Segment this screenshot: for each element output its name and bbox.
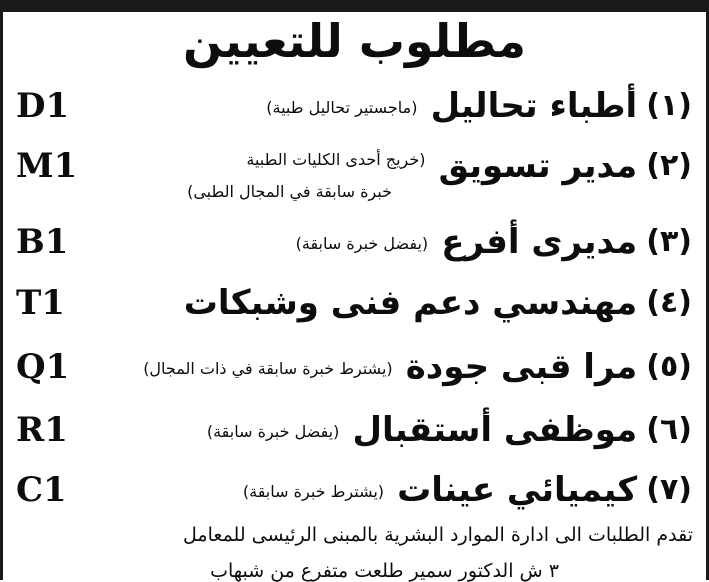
top-border <box>0 0 709 12</box>
job-content <box>243 470 692 510</box>
job-row <box>16 410 692 466</box>
job-note-second-line: خبرة سابقة في المجال الطبى) <box>187 182 392 201</box>
job-title: كيميائي عينات <box>397 470 638 510</box>
footer-instructions: تقدم الطلبات الى ادارة الموارد البشرية بالمبنى الرئيسى للمعامل <box>183 524 693 546</box>
job-row <box>16 283 692 339</box>
job-title: مديرى أفرع <box>441 222 638 262</box>
job-code: B1 <box>16 222 69 262</box>
job-note: (يفضل خبرة سابقة) <box>295 234 429 253</box>
job-code: T1 <box>16 283 65 323</box>
job-title: مرا قبى جودة <box>405 347 638 387</box>
job-title: مدير تسويق <box>438 146 638 186</box>
job-code: Q1 <box>16 347 70 387</box>
job-row <box>16 470 692 526</box>
job-code: C1 <box>16 470 67 510</box>
job-note: (يشترط خبرة سابقة) <box>242 482 385 501</box>
job-content <box>296 222 692 262</box>
job-title: أطباء تحاليل <box>430 86 638 126</box>
job-code: M1 <box>16 146 78 186</box>
job-content <box>266 86 692 126</box>
footer-address: ٣ ش الدكتور سمير طلعت متفرع من شبهاب <box>210 560 559 582</box>
job-row <box>16 146 692 202</box>
job-number: (١) <box>646 88 692 123</box>
job-number: (٣) <box>646 224 692 259</box>
job-row <box>16 222 692 278</box>
job-title: موظفى أستقبال <box>352 410 638 450</box>
job-note: (يشترط خبرة سابقة في ذات المجال) <box>143 359 393 378</box>
job-row <box>16 86 692 142</box>
job-note: (يفضل خبرة سابقة) <box>206 422 340 441</box>
job-row <box>16 347 692 403</box>
job-code: D1 <box>16 86 70 126</box>
job-note: (ماجستير تحاليل طبية) <box>266 98 418 117</box>
job-content <box>246 146 692 186</box>
job-title: مهندسي دعم فنى وشبكات <box>183 283 638 323</box>
ad-title: مطلوب للتعيين <box>183 14 526 68</box>
job-number: (٥) <box>646 349 692 384</box>
job-number: (٢) <box>646 148 692 183</box>
job-content <box>184 283 692 323</box>
job-number: (٧) <box>646 472 692 507</box>
left-border <box>0 0 3 580</box>
job-number: (٦) <box>646 412 692 447</box>
job-number: (٤) <box>646 285 692 320</box>
job-note: (خريج أحدى الكليات الطبية <box>246 150 426 169</box>
job-content <box>207 410 692 450</box>
job-code: R1 <box>16 410 68 450</box>
job-content <box>143 347 692 387</box>
